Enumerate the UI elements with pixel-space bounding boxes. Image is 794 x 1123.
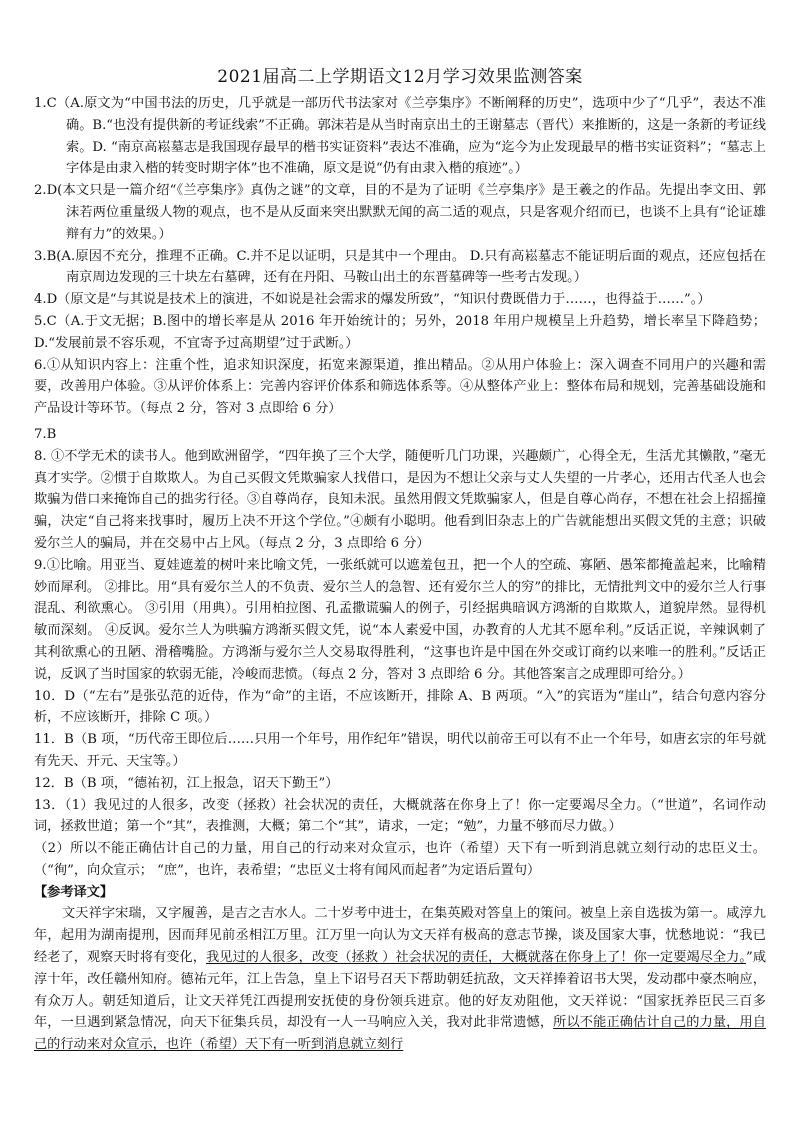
translation-text-2: ”咸淳十年，改任赣州知府。德祐元年，江上告急，皇上下诏号召天下帮助朝廷抗敌，文天祥捧着诏书大哭，发动郡中豪杰响应，有众万人。朝廷知道后，让文天祥凭江西提刑安抚使的身份领兵进京。他的好友劝阻他，文天祥说：“国家抚养臣民三百多年，一旦遇到紧急情况，向天下征集兵员，却没有一人一马响应入关，我对此非常遗憾， <box>34 950 767 1031</box>
answer-3: 3.B(A.原因不充分，推理不正确。C.并不足以证明，只是其中一个理由。 D.只有高崧墓志不能证明后面的观点，还应包括在南京周边发现的三十块左右墓碑，还有在丹阳、马鞍山出土的东晋墓碑等一些考古发现。） <box>34 248 766 286</box>
answer-6: 6.①从知识内容上：注重个性，追求知识深度，拓宽来源渠道，推出精品。②从用户体验上：深入调查不同用户的兴趣和需要，改善用户体验。③从评价体系上：完善内容评价体系和筛选体系等。④从整体产业上：整体布局和规划，完善基础设施和产品设计等环节。（每点 2 分，答对 3 点即给 6 分） <box>34 357 766 417</box>
answer-7: 7.B <box>34 426 57 442</box>
translation-text-1: 文天祥字宋瑞，又字履善，是吉之吉水人。二十岁考中进士，在集英殿对答皇上的策问。被皇上亲自选拔为第一。咸淳九年，起用为湖南提刑，因而拜见前丞相江万里。江万里一向认为文天祥有极高的意志节操，谈及国家大事，忧愁地说：“我已经老了，观察天时将有变化， <box>34 906 766 966</box>
answer-8: 8. ①不学无术的读书人。他到欧洲留学，“四年换了三个大学，随便听几门功课，兴趣颇广，心得全无，生活尤其懒散，”毫无真才实学。②惯于自欺欺人。为自己买假文凭欺骗家人找借口，是因为不想让父亲与丈人失望的一片孝心，还用古代圣人也会欺骗为借口来掩饰自己的拙劣行径。③自尊尚存，良知未泯。虽然用假文凭欺骗家人，但是自尊心尚存，不想在社会上招摇撞骗，决定“自己将来找事时，履历上决不开这个学位。”④颇有小聪明。他看到旧杂志上的广告就能想出买假文凭的主意；识破爱尔兰人的骗局，并在交易中占上风。（每点 2 分，3 点即给 6 分） <box>34 448 766 551</box>
translation-underlined-1: 我见过的人很多，改变（拯救 ）社会状况的责任，大概就落在你身上了！你一定要竭尽全力。 <box>205 950 747 966</box>
answer-9: 9.①比喻。用亚当、夏娃遮羞的树叶来比喻文凭，一张纸就可以遮羞包丑，把一个人的空疏、寡陋、愚笨都掩盖起来，比喻精妙而犀利。 ②排比。用“具有爱尔兰人的不负责、爱尔兰人的急智、还有爱尔兰人的穷”的排比，无情批判文中的爱尔兰人行事混乱、利欲熏心。 ③引用（用典）。引用柏拉图、孔孟撒谎骗人的例子，引经据典暗讽方鸿渐的自欺欺人，道貌岸然。显得机敏而深刻。 ④反讽。爱尔兰人为哄骗方鸿渐买假文凭，说“本人素爱中国，办教育的人尤其不愿牟利。”反话正说，辛辣讽刺了其利欲熏心的丑陋、滑稽嘴脸。方鸿渐与爱尔兰人交易取得胜利，“这事也许是中国在外交或订商约以来唯一的胜利。”反话正说，反讽了当时国家的软弱无能，冷峻而悲愤。（每点 2 分，答对 3 点即给 6 分。其他答案言之成理即可给分。） <box>34 557 766 682</box>
answer-1: 1.C（A.原文为“中国书法的历史，几乎就是一部历代书法家对《兰亭集序》不断阐释的历史”，选项中少了“几乎”，表达不准确。B.“也没有提供新的考证线索”不正确。郭沫若是从当时南京出土的王谢墓志（晋代）来推断的，这是一条新的考证线索。D. “南京高崧墓志是我国现存最早的楷书实证资料”表达不准确，应为“迄今为止发现最早的楷书实证资料”；“墓志上字体是由隶入楷的转变时期字体”也不准确，原文是说“仍有由隶入楷的痕迹”。） <box>34 96 766 177</box>
answer-10: 10．D（“左右”是张弘范的近侍，作为“命”的主语，不应该断开，排除 A、B 两项。“入”的宾语为“崖山”，结合句意内容分析，不应该断开，排除 C 项。） <box>34 688 766 726</box>
answer-document <box>34 62 766 1056</box>
answer-12: 12．B（B 项，“德祐初，江上报急，诏天下勤王”） <box>34 775 339 791</box>
answer-13-1: 13．（1）我见过的人很多，改变（拯救）社会状况的责任，大概就落在你身上了！你一定要竭尽全力。（“世道”，名词作动词，拯救世道；第一个“其”，表推测，大概；第二个“其”，请求，一定；“勉”，力量不够而尽力做。） <box>34 797 766 835</box>
answer-11: 11．B（B 项，“历代帝王即位后……只用一个年号，用作纪年”错误，明代以前帝王可以有不止一个年号，如唐玄宗的年号就有先天、开元、天宝等。） <box>34 732 766 769</box>
answer-4: 4.D（原文是“与其说是技术上的演进，不如说是社会需求的爆发所致”，“知识付费既借力于……，也得益于……”。） <box>34 292 711 308</box>
answer-2: 2.D(本文只是一篇介绍“《兰亭集序》真伪之谜”的文章，目的不是为了证明《兰亭集序》是王羲之的作品。先提出李文田、郭沫若两位重量级人物的观点，也不是从反面来突出默默无闻的高二适的观点，只是客观介绍而已，也谈不上具有“论证雄辩有力”的效果。） <box>34 183 766 242</box>
page-title: 2021届高二上学期语文12月学习效果监测答案 <box>217 67 583 87</box>
answer-5: 5.C（A.于文无据；B.图中的增长率是从 2016 年开始统计的；另外，2018 年用户规模呈上升趋势，增长率呈下降趋势；D.“发展前景不容乐观，不宜寄予过高期望”过于武断。） <box>34 313 766 351</box>
translation-heading: 【参考译文】 <box>34 884 114 900</box>
translation-underlined-2: 所以不能正确估计自己的力量，用自己的行动来对众宣示，也许（希望）天下有一听到消息就立刻行 <box>34 1015 766 1053</box>
translation-paragraph <box>34 903 766 1056</box>
answer-13-2: （2）所以不能正确估计自己的力量，用自己的行动来对众宣示，也许（希望）天下有一听到消息就立刻行动的忠臣义士。（“徇”，向众宣示； “庶”，也许，表希望；“忠臣义士将有闻风而起者”为定语后置句） <box>34 841 766 878</box>
